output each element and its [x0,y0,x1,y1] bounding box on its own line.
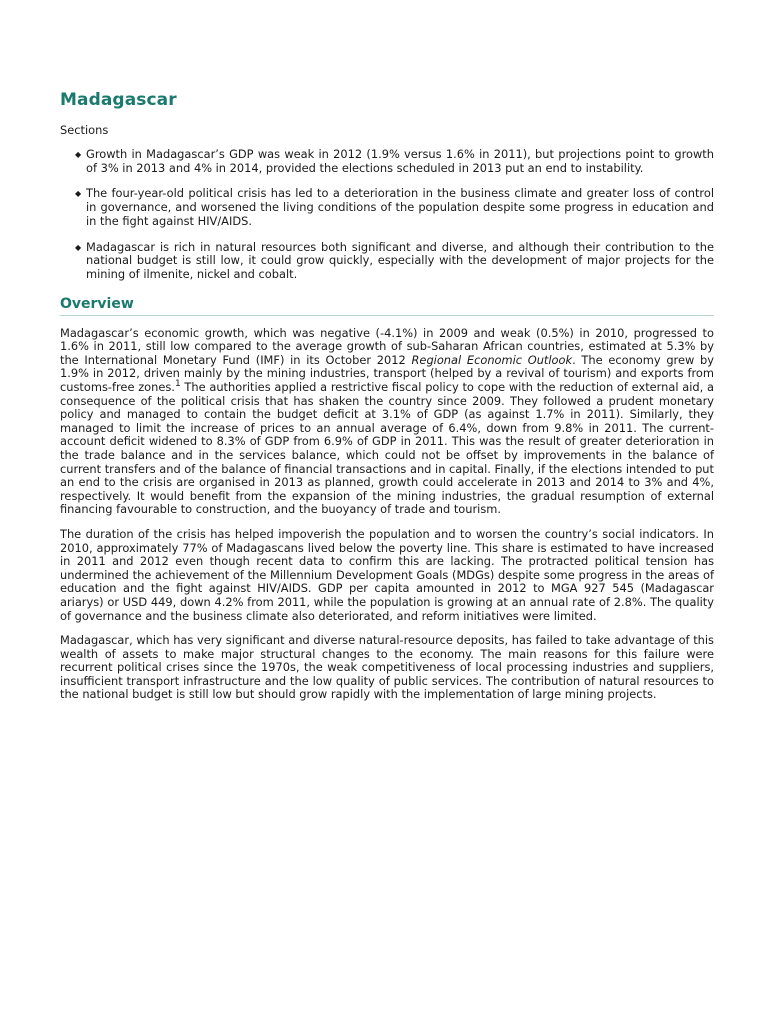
report-title-italic: Regional Economic Outlook [411,352,573,367]
summary-bullet-item [60,148,714,175]
bullet-dot-icon: ◆ [75,150,82,159]
overview-heading: Overview [60,296,714,316]
overview-paragraph [60,327,714,517]
sections-label: Sections [60,123,109,137]
summary-bullet-item [60,241,714,282]
overview-paragraph: Madagascar, which has very significant and diverse natural-resource deposits, has failed to take advantage of this wealth of assets to make major structural changes to the economy. The main reasons for this failure were recurrent political crises since the 1970s, the weak competitiveness of local processing industries and suppliers, insufficient transport infrastructure and the low quality of public services. The contribution of natural resources to the national budget is still low but should grow rapidly with the implementation of large mining projects. [60,633,714,702]
summary-bullet-text: Growth in Madagascar’s GDP was weak in 2012 (1.9% versus 1.6% in 2011), but projections point to growth of 3% in 2013 and 4% in 2014, provided the elections scheduled in 2013 put an end to instability. [86,147,714,175]
summary-bullet-text: Madagascar is rich in natural resources both significant and diverse, and although their contribution to the national budget is still low, it could grow quickly, especially with the development of major projects for the mining of ilmenite, nickel and cobalt. [86,239,714,281]
overview-paragraph: The duration of the crisis has helped impoverish the population and to worsen the country’s social indicators. In 2010, approximately 77% of Madagascans lived below the poverty line. This share is estimated to have increased in 2011 and 2012 even though recent data to confirm this are lacking. The protracted political tension has undermined the achievement of the Millennium Development Goals (MDGs) despite some progress in the areas of education and the fight against HIV/AIDS. GDP per capita amounted in 2012 to MGA 927 545 (Madagascar ariarys) or USD 449, down 4.2% from 2011, while the population is growing at an annual rate of 2.8%. The quality of governance and the business climate also deteriorated, and reform initiatives were limited. [60,526,714,623]
summary-bullet-item [60,187,714,228]
bullet-dot-icon: ◆ [75,189,82,199]
footnote-reference-link[interactable]: 1 [174,379,181,390]
paragraph-text: The authorities applied a restrictive fiscal policy to cope with the reduction of external aid, a consequence of the political crisis that has shaken the country since 2009. They followed a prudent monetary policy and managed to contain the budget deficit at 3.1% of GDP (as against 1.7% in 2011). Similarly, they managed to limit the increase of prices to an annual average of 6.4%, down from 9.8% in 2011. The current-account deficit widened to 8.3% of GDP from 6.9% of GDP in 2011. This was the result of greater deterioration in the trade balance and in the services balance, which could not be offset by improvements in the balance of current transfers and of the balance of financial transactions and in capital. Finally, if the elections intended to put an end to the crisis are organised in 2013 as planned, growth could accelerate in 2013 and 2014 to 3% and 4%, respectively. It would benefit from the expansion of the mining industries, the gradual resumption of external financing favourable to construction, and the buoyancy of trade and tourism. [60,380,714,517]
overview-body [60,327,714,702]
paragraph-text: Madagascar’s economic growth, which was negative (-4.1%) in 2009 and weak (0.5%) in 2010, progressed to 1.6% in 2011, still low compared to the average growth of sub-Saharan African countries, estimated at 5.3% by the International Monetary Fund (IMF) in its October 2012 [60,325,714,367]
page-title: Madagascar [60,90,177,110]
summary-bullet-list [60,148,714,282]
summary-bullet-text: The four-year-old political crisis has led to a deterioration in the business climate and greater loss of control in governance, and worsened the living conditions of the population despite some progress in education and in the fight against HIV/AIDS. [86,186,714,228]
bullet-dot-icon: ◆ [75,242,82,252]
paragraph-text: . The economy grew by 1.9% in 2012, driven mainly by the mining industries, transport (helped by a revival of tourism) and exports from customs-free zones. [60,352,714,394]
